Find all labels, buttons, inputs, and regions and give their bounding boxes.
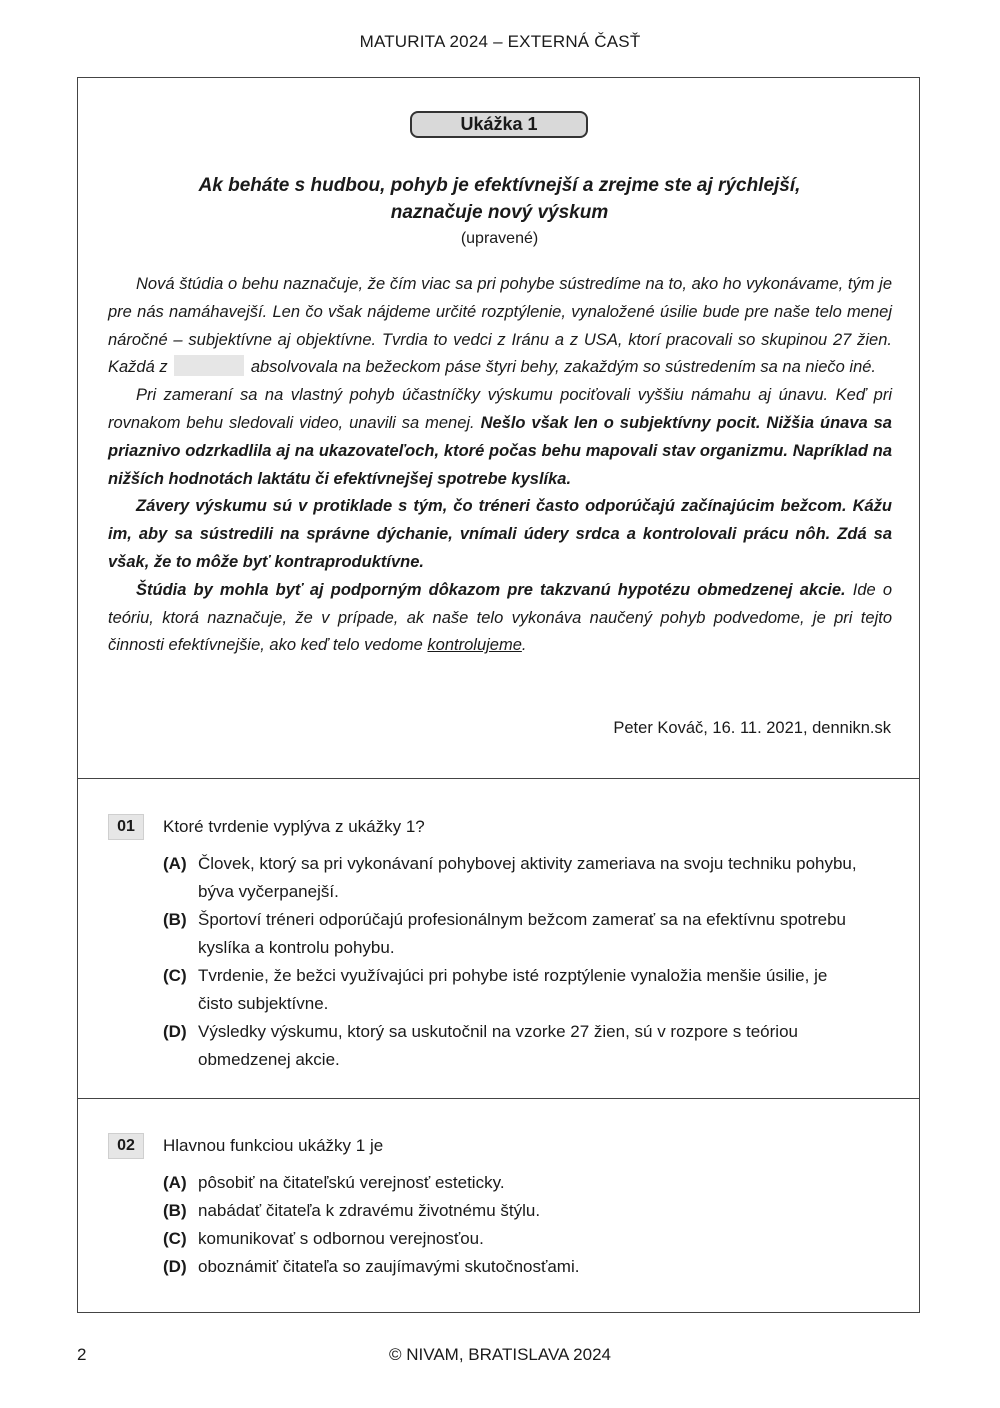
page-header: MATURITA 2024 – EXTERNÁ ČASŤ bbox=[359, 32, 641, 51]
option-02-b[interactable] bbox=[163, 1197, 863, 1225]
paragraph-bold-text: Závery výskumu sú v protiklade s tým, čo tréneri často odporúčajú začínajúcim bežcom. Kážu im, aby sa sústredili na správne dýchanie, vnímali údery srdca a kontrolovali prácu nôh. Zdá sa však, že to môže byť kontraproduktívne. bbox=[108, 497, 892, 571]
option-key: (B) bbox=[163, 910, 187, 929]
option-02-c[interactable] bbox=[163, 1225, 863, 1253]
option-text: Tvrdenie, že bežci využívajúci pri pohybe isté rozptýlenie vynaložia menšie úsilie, je čisto subjektívne. bbox=[198, 966, 828, 1013]
article-paragraph-3 bbox=[108, 493, 892, 576]
paragraph-text: Ide o teóriu, ktorá naznačuje, že v prípade, ak naše telo vykonáva naučený pohyb podvedome, je pri tejto činnosti efektívnejšie, ako keď telo vedome bbox=[108, 580, 892, 655]
underlined-word: kontrolujeme bbox=[427, 636, 522, 655]
option-text: nabádať čitateľa k zdravému životnému štýlu. bbox=[198, 1201, 541, 1220]
option-02-a[interactable] bbox=[163, 1169, 863, 1197]
paragraph-text: absolvovala na bežeckom páse štyri behy, zakaždým so sústredením sa na niečo iné. bbox=[250, 358, 876, 377]
option-01-a[interactable] bbox=[163, 850, 863, 905]
article-title-line-1: Ak beháte s hudbou, pohyb je efektívnejší a zrejme ste aj rýchlejší, bbox=[198, 175, 801, 196]
option-text: Človek, ktorý sa pri vykonávaní pohybovej aktivity zameriava na svoju techniku pohybu, býva vyčerpanejší. bbox=[198, 854, 857, 901]
article-body bbox=[108, 271, 892, 660]
option-key: (B) bbox=[163, 1201, 187, 1220]
paragraph-bold-text: Štúdia by mohla byť aj podporným dôkazom pre takzvanú hypotézu obmedzenej akcie. bbox=[136, 580, 846, 599]
article-title bbox=[108, 172, 891, 226]
option-key: (A) bbox=[163, 1173, 187, 1192]
option-key: (A) bbox=[163, 854, 187, 873]
section-divider bbox=[78, 1098, 919, 1099]
paragraph-text: . bbox=[521, 636, 527, 655]
article-note: (upravené) bbox=[460, 230, 539, 247]
option-key: (D) bbox=[163, 1022, 187, 1041]
question-number-01: 01 bbox=[108, 814, 144, 840]
option-text: pôsobiť na čitateľskú verejnosť esteticky. bbox=[198, 1173, 505, 1192]
question-text-02: Hlavnou funkciou ukážky 1 je bbox=[163, 1136, 384, 1155]
option-key: (C) bbox=[163, 1229, 187, 1248]
page-number: 2 bbox=[77, 1345, 87, 1364]
option-01-d[interactable] bbox=[163, 1018, 863, 1073]
option-key: (C) bbox=[163, 966, 187, 985]
paragraph-text: Nová štúdia o behu naznačuje, že čím viac sa pri pohybe sústredíme na to, ako ho vykonávame, tým je pre nás namáhavejší. Len čo však nájdeme určité rozptýlenie, vynaložené úsilie bude pre naše telo menej náročné – subjektívne aj objektívne. Tvrdia to vedci z Iránu a z USA, ktorí pracovali so skupinou 27 žien. Každá z bbox=[108, 275, 892, 377]
sample-badge: Ukážka 1 bbox=[410, 111, 588, 138]
article-paragraph-1 bbox=[108, 271, 892, 382]
option-key: (D) bbox=[163, 1257, 187, 1276]
article-paragraph-4 bbox=[108, 577, 892, 660]
article-paragraph-2 bbox=[108, 382, 892, 493]
copyright-footer: © NIVAM, BRATISLAVA 2024 bbox=[389, 1345, 611, 1364]
question-number-02: 02 bbox=[108, 1133, 144, 1159]
option-01-c[interactable] bbox=[163, 962, 863, 1017]
article-source: Peter Kováč, 16. 11. 2021, dennikn.sk bbox=[613, 719, 891, 737]
option-02-d[interactable] bbox=[163, 1253, 863, 1281]
paragraph-bold-text: Nešlo však len o subjektívny pocit. Nižšia únava sa priaznivo odzrkadlila aj na ukazovateľoch, ktoré počas behu mapovali stav organizmu. Napríklad na nižších hodnotách laktátu či efektívnejšej spotrebe kyslíka. bbox=[108, 413, 892, 488]
article-title-line-2: naznačuje nový výskum bbox=[390, 202, 609, 223]
section-divider bbox=[78, 778, 919, 779]
question-text-01: Ktoré tvrdenie vyplýva z ukážky 1? bbox=[163, 817, 425, 836]
option-01-b[interactable] bbox=[163, 906, 863, 961]
option-text: oboznámiť čitateľa so zaujímavými skutočnosťami. bbox=[198, 1257, 580, 1276]
redacted-blank bbox=[174, 355, 244, 376]
paragraph-text: Pri zameraní sa na vlastný pohyb účastníčky výskumu pociťovali vyššiu námahu aj únavu. Keď pri rovnakom behu sledovali video, unavili sa menej. bbox=[108, 386, 892, 432]
content-frame bbox=[77, 77, 920, 1313]
option-text: komunikovať s odbornou verejnosťou. bbox=[198, 1229, 484, 1248]
option-text: Výsledky výskumu, ktorý sa uskutočnil na vzorke 27 žien, sú v rozpore s teóriou obmedzenej akcie. bbox=[198, 1022, 798, 1069]
option-text: Športoví tréneri odporúčajú profesionálnym bežcom zamerať sa na efektívnu spotrebu kyslíka a kontrolu pohybu. bbox=[198, 910, 847, 957]
